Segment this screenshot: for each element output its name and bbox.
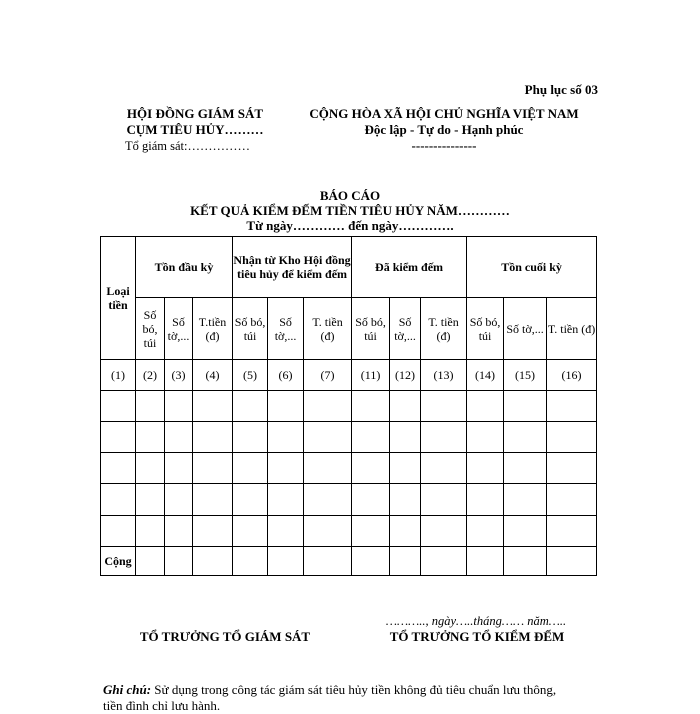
subheader-amount: T.tiền (đ) <box>193 298 233 359</box>
report-title-block <box>100 188 600 233</box>
header-group-received: Nhận từ Kho Hội đồng tiêu hủy để kiểm đếm <box>233 237 352 298</box>
date-line: ……….., ngày…..tháng…… năm….. <box>385 614 567 628</box>
index-cell: (15) <box>504 359 547 390</box>
appendix-label: Phụ lục số 03 <box>524 82 598 97</box>
table-cell[interactable] <box>352 390 390 421</box>
subheader-amount: T. tiền (đ) <box>547 298 597 359</box>
signature-counter: TỔ TRƯỞNG TỔ KIỂM ĐẾM <box>389 629 565 644</box>
index-cell: (4) <box>193 359 233 390</box>
table-cell[interactable] <box>504 453 547 484</box>
table-cell[interactable] <box>233 422 268 453</box>
table-cell[interactable] <box>136 453 165 484</box>
table-cell[interactable] <box>467 484 504 515</box>
table-cell[interactable] <box>547 453 597 484</box>
report-subtitle: KẾT QUẢ KIỂM ĐẾM TIỀN TIÊU HỦY NĂM………… <box>190 203 510 218</box>
index-cell: (16) <box>547 359 597 390</box>
table-row <box>101 515 597 546</box>
header-group-closing: Tồn cuối kỳ <box>467 237 597 298</box>
table-cell[interactable] <box>304 390 352 421</box>
subheader-amount: T. tiền (đ) <box>304 298 352 359</box>
table-cell[interactable] <box>136 390 165 421</box>
table-cell[interactable] <box>136 484 165 515</box>
national-motto: Độc lập - Tự do - Hạnh phúc <box>364 122 524 137</box>
issuer-council: HỘI ĐỒNG GIÁM SÁT <box>126 106 264 121</box>
table-header-row-groups <box>101 237 597 298</box>
table-cell[interactable] <box>390 453 421 484</box>
note-continuation: tiền đình chỉ lưu hành. <box>103 698 221 713</box>
table-cell[interactable] <box>193 484 233 515</box>
table-cell[interactable] <box>352 546 390 575</box>
table-cell[interactable] <box>101 422 136 453</box>
table-cell[interactable] <box>233 515 268 546</box>
table-index-row <box>101 359 597 390</box>
table-cell[interactable] <box>352 453 390 484</box>
table-cell[interactable] <box>193 422 233 453</box>
table-cell[interactable] <box>165 515 193 546</box>
table-cell[interactable] <box>467 422 504 453</box>
index-cell: (2) <box>136 359 165 390</box>
table-cell[interactable] <box>304 484 352 515</box>
table-cell[interactable] <box>352 422 390 453</box>
table-cell[interactable] <box>421 422 467 453</box>
table-cell[interactable] <box>165 546 193 575</box>
table-cell[interactable] <box>304 453 352 484</box>
table-cell[interactable] <box>504 546 547 575</box>
national-title: CỘNG HÒA XÃ HỘI CHỦ NGHĨA VIỆT NAM <box>309 106 579 121</box>
table-cell[interactable] <box>268 484 304 515</box>
table-cell[interactable] <box>421 515 467 546</box>
table-cell[interactable] <box>504 390 547 421</box>
header-currency-type: Loại tiền <box>101 237 136 360</box>
note-text: Sử dụng trong công tác giám sát tiêu hủy tiền không đủ tiêu chuẩn lưu thông, <box>151 682 557 697</box>
table-cell[interactable] <box>304 422 352 453</box>
table-cell[interactable] <box>421 484 467 515</box>
table-cell[interactable] <box>268 546 304 575</box>
table-cell[interactable] <box>390 390 421 421</box>
table-cell[interactable] <box>233 390 268 421</box>
index-cell: (7) <box>304 359 352 390</box>
table-cell[interactable] <box>390 546 421 575</box>
table-cell[interactable] <box>547 484 597 515</box>
subheader-sheets: Số tờ,... <box>268 298 304 359</box>
table-cell[interactable] <box>193 453 233 484</box>
index-cell: (12) <box>390 359 421 390</box>
table-cell[interactable] <box>165 453 193 484</box>
table-cell[interactable] <box>390 515 421 546</box>
subheader-bundles: Số bó, túi <box>352 298 390 359</box>
table-cell[interactable] <box>193 546 233 575</box>
note <box>103 682 603 698</box>
table-cell[interactable] <box>136 546 165 575</box>
table-cell[interactable] <box>136 515 165 546</box>
total-label: Cộng <box>101 546 136 575</box>
signature-supervisor: TỔ TRƯỞNG TỔ GIÁM SÁT <box>139 629 311 644</box>
header-group-counted: Đã kiểm đếm <box>352 237 467 298</box>
table-cell[interactable] <box>304 515 352 546</box>
table-cell[interactable] <box>547 515 597 546</box>
table-total-row <box>101 546 597 575</box>
table-cell[interactable] <box>467 546 504 575</box>
table-cell[interactable] <box>390 484 421 515</box>
table-cell[interactable] <box>101 453 136 484</box>
table-cell[interactable] <box>101 390 136 421</box>
national-divider: --------------- <box>411 138 477 153</box>
index-cell: (6) <box>268 359 304 390</box>
table-cell[interactable] <box>467 390 504 421</box>
table-cell[interactable] <box>101 515 136 546</box>
table-cell[interactable] <box>193 390 233 421</box>
table-cell[interactable] <box>233 453 268 484</box>
table-header-row-sub <box>101 298 597 359</box>
table-cell[interactable] <box>165 484 193 515</box>
table-row <box>101 390 597 421</box>
table-cell[interactable] <box>165 390 193 421</box>
issuer-cluster: CỤM TIÊU HỦY……… <box>126 122 264 137</box>
subheader-sheets: Số tờ,... <box>390 298 421 359</box>
index-cell: (14) <box>467 359 504 390</box>
table-cell[interactable] <box>390 422 421 453</box>
subheader-sheets: Số tờ,... <box>165 298 193 359</box>
table-cell[interactable] <box>268 422 304 453</box>
table-row <box>101 484 597 515</box>
table-cell[interactable] <box>547 546 597 575</box>
table-cell[interactable] <box>268 453 304 484</box>
table-cell[interactable] <box>352 484 390 515</box>
report-period: Từ ngày………… đến ngày…………. <box>246 218 454 233</box>
index-cell: (11) <box>352 359 390 390</box>
table-cell[interactable] <box>193 515 233 546</box>
table-cell[interactable] <box>233 546 268 575</box>
table-cell[interactable] <box>304 546 352 575</box>
index-cell: (3) <box>165 359 193 390</box>
table-row <box>101 453 597 484</box>
table-cell[interactable] <box>136 422 165 453</box>
index-cell: (5) <box>233 359 268 390</box>
table-cell[interactable] <box>165 422 193 453</box>
subheader-bundles: Số bó, túi <box>136 298 165 359</box>
table-cell[interactable] <box>421 390 467 421</box>
national-header <box>296 106 592 154</box>
index-cell: (1) <box>101 359 136 390</box>
table-cell[interactable] <box>504 515 547 546</box>
report-title: BÁO CÁO <box>319 188 381 203</box>
table-cell[interactable] <box>504 484 547 515</box>
table-cell[interactable] <box>467 515 504 546</box>
table-cell[interactable] <box>467 453 504 484</box>
table-cell[interactable] <box>547 390 597 421</box>
table-cell[interactable] <box>101 484 136 515</box>
table-cell[interactable] <box>547 422 597 453</box>
table-cell[interactable] <box>352 515 390 546</box>
header-group-opening: Tồn đầu kỳ <box>136 237 233 298</box>
table-cell[interactable] <box>268 515 304 546</box>
table-row <box>101 422 597 453</box>
subheader-bundles: Số bó, túi <box>467 298 504 359</box>
report-table <box>100 236 597 576</box>
issuer-team: Tổ giám sát:…………… <box>125 139 250 153</box>
note-label: Ghi chú: <box>103 682 152 697</box>
subheader-bundles: Số bó, túi <box>233 298 268 359</box>
table-cell[interactable] <box>268 390 304 421</box>
subheader-amount: T. tiền (đ) <box>421 298 467 359</box>
table-cell[interactable] <box>504 422 547 453</box>
table-cell[interactable] <box>421 546 467 575</box>
table-cell[interactable] <box>421 453 467 484</box>
issuer-header <box>95 106 295 154</box>
subheader-sheets: Số tờ,... <box>504 298 547 359</box>
table-cell[interactable] <box>233 484 268 515</box>
index-cell: (13) <box>421 359 467 390</box>
